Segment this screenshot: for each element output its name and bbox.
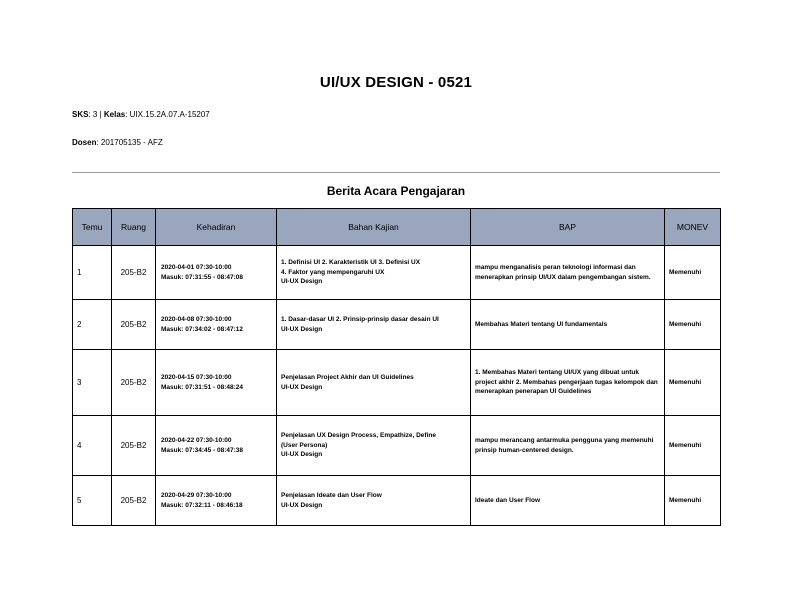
bahan-line: Penjelasan Project Akhir dan UI Guidelines [281,374,414,381]
cell-bahan-kajian [277,300,471,350]
cell-bahan-kajian [277,246,471,300]
kehadiran-schedule: 2020-04-08 07:30-10:00 [161,316,232,323]
cell-temu: 2 [73,300,112,350]
dosen-value: : 201705135 - AFZ [96,138,163,147]
cell-kehadiran [156,300,277,350]
cell-monev: Memenuhi [665,416,721,476]
header-bahan-kajian: Bahan Kajian [277,209,471,246]
header-temu: Temu [73,209,112,246]
cell-bap [471,476,665,526]
cell-bap [471,246,665,300]
cell-bap [471,300,665,350]
bap-text: mampu merancang antarmuka pengguna yang memenuhi prinsip human-centered design. [475,437,654,454]
cell-bahan-kajian [277,350,471,416]
cell-bap [471,416,665,476]
bahan-line: 4. Faktor yang mempengaruhi UX [281,268,385,276]
bahan-line: 1. Dasar-dasar UI 2. Prinsip-prinsip dasar desain UI [281,316,439,323]
cell-ruang: 205-B2 [112,416,156,476]
cell-monev: Memenuhi [665,350,721,416]
cell-temu: 1 [73,246,112,300]
cell-bahan-kajian [277,416,471,476]
cell-ruang: 205-B2 [112,300,156,350]
bap-text: 1. Membahas Materi tentang UI/UX yang dibuat untuk project akhir 2. Membahas pengerjaan tugas kelompok dan menerapkan penerapan UI Guidelines [475,369,658,396]
table-row [73,416,721,476]
header-monev: MONEV [665,209,721,246]
cell-bahan-kajian [277,476,471,526]
table-row [73,476,721,526]
bahan-line: UI-UX Design [281,451,323,459]
section-title: Berita Acara Pengajaran [326,184,466,198]
bahan-line: (User Persona) [281,441,328,449]
kehadiran-attendance: Masuk: 07:31:51 - 08:48:24 [161,383,244,391]
cell-bap [471,350,665,416]
bap-text: mampu menganalisis peran teknologi informasi dan menerapkan prinsip UI/UX dalam pengembangan sistem. [475,264,651,281]
cell-temu: 4 [73,416,112,476]
table-row [73,246,721,300]
cell-temu: 5 [73,476,112,526]
table-row [73,300,721,350]
header-ruang: Ruang [112,209,156,246]
bap-text: Ideate dan User Flow [475,496,541,504]
cell-monev: Memenuhi [665,476,721,526]
bahan-line: Penjelasan UX Design Process, Empathize, Define [281,432,436,440]
bahan-line: UI-UX Design [281,383,323,391]
kelas-label: Kelas [103,110,126,119]
bahan-line: 1. Definisi UI 2. Karakteristik UI 3. Definisi UX [281,259,421,267]
bahan-line: UI-UX Design [281,278,323,286]
cell-kehadiran [156,246,277,300]
document-title: UI/UX DESIGN - 0521 [319,74,473,91]
bahan-line: UI-UX Design [281,501,323,509]
kehadiran-attendance: Masuk: 07:32:11 - 08:46:18 [161,501,243,509]
sks-value: : 3 | [88,110,104,119]
header-kehadiran: Kehadiran [156,209,277,246]
cell-ruang: 205-B2 [112,476,156,526]
kehadiran-schedule: 2020-04-15 07:30-10:00 [161,374,232,381]
course-info [72,110,210,119]
cell-temu: 3 [73,350,112,416]
sks-label: SKS [72,110,89,119]
kehadiran-attendance: Masuk: 07:31:55 - 08:47:08 [161,273,244,281]
header-bap: BAP [471,209,665,246]
cell-kehadiran [156,476,277,526]
cell-ruang: 205-B2 [112,246,156,300]
teaching-record-table [72,208,721,526]
cell-monev: Memenuhi [665,246,721,300]
kehadiran-attendance: Masuk: 07:34:02 - 08:47:12 [161,325,244,333]
cell-monev: Memenuhi [665,300,721,350]
lecturer-info [72,138,163,147]
cell-kehadiran [156,416,277,476]
table-row [73,350,721,416]
bahan-line: UI-UX Design [281,325,323,333]
kehadiran-schedule: 2020-04-29 07:30-10:00 [161,492,232,499]
kehadiran-schedule: 2020-04-22 07:30-10:00 [161,437,232,444]
table-header-row [73,209,721,246]
kelas-value: : UIX.15.2A.07.A-15207 [125,110,210,119]
cell-ruang: 205-B2 [112,350,156,416]
cell-kehadiran [156,350,277,416]
divider [72,172,720,173]
bap-text: Membahas Materi tentang UI fundamentals [475,320,608,328]
bahan-line: Penjelasan Ideate dan User Flow [281,492,382,499]
kehadiran-schedule: 2020-04-01 07:30-10:00 [161,264,232,271]
kehadiran-attendance: Masuk: 07:34:45 - 08:47:38 [161,446,244,454]
dosen-label: Dosen [72,138,97,147]
